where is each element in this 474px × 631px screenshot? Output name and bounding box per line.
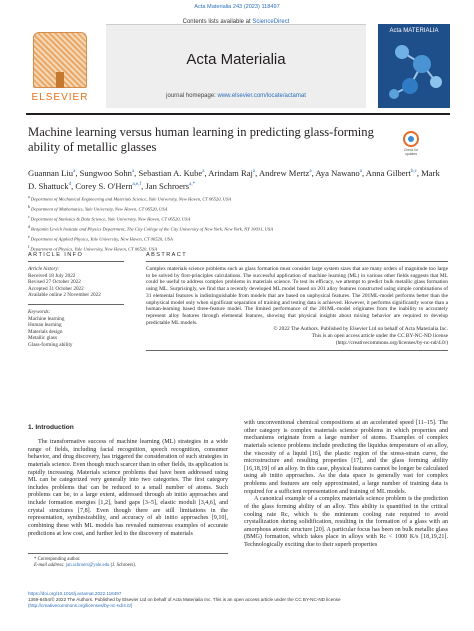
history-revised: Revised 27 October 2022 [28,279,81,286]
affiliation-letter: d [28,223,31,229]
affiliation-item [28,193,448,203]
abstract [146,252,448,351]
check-for-updates-button[interactable] [400,131,422,157]
history-accepted: Accepted 31 October 2022 [28,285,84,292]
affiliation-letter: c [28,213,31,219]
author-affiliation-marker[interactable]: a,e,f [132,182,142,188]
author-list: Guannan Liu$^a$, Sungwoo Sohn$^a$, Sebastian A. Kube$^a$, Arindam Raj$^a$, Andrew Mertz$^a$, Aya Nawano$^a$, Anna Gilbert$^{b,c}$, Mark D. Shattuck$^d$, Corey S. O'Hern$^{a,e,f}$, Jan Schroers$^{a,*}$ [28,167,440,192]
copyright-line: © 2022 The Authors. Published by Elsevier Ltd on behalf of Acta Materialia Inc. [273,326,448,333]
email-prefix: E-mail address: [34,563,66,569]
affiliation-text: Benjamin Levich Institute and Physics Department, The City College of the City University of New York, New York, NY 10031, USA [31,226,274,232]
email-link[interactable]: jan.schroers@yale.edu [65,563,110,569]
author-name-text: Arindam Raj [208,167,253,178]
elsevier-logo[interactable] [26,28,94,108]
author-name-text: Aya Nawano [315,167,360,178]
affiliation-text: Department of Statistics & Data Science, Yale University, New Haven, CT 06520, USA [30,216,191,222]
journal-name: Acta Materialia [186,51,286,68]
author-name[interactable] [75,181,141,191]
author-name-text: Corey S. O'Hern [75,181,133,192]
email-note [28,563,228,569]
article-info [28,252,124,349]
author-name[interactable] [315,168,362,178]
molecule-cover-icon [382,38,446,104]
license-link[interactable]: (http://creativecommons.org/licenses/by-nc-nd/4.0/) [335,339,448,346]
abstract-text: Complex materials science problems such as glass formation must consider large system sizes that are many orders of magnitude too large to be solved by first-principles calculations. The successful application of machine learning (ML) in various other fields suggests that ML could be useful to address complex problems in materials science. To test its efficacy, we attempt to predict bulk metallic glass formation using ML. Surprisingly, we find that a recently developed ML model based on 201 alloy features constructed using simple combinations of 31 elemental features is indistinguishable from models that are based on unphysical features. The 201ML-model performs better than the unphysical model only when significant separation of training and testing data is achieved. However, it performs significantly worse than a human-learning based three-feature model. The limited performance of the 201ML-model originates from the inability to accurately represent alloy features through elemental features, showing that physical insights about mixing behavior are required to develop predictable ML models. [146,266,448,326]
article-footer [28,591,448,608]
author-affiliation-marker[interactable]: b,c [410,169,417,174]
section-heading-introduction: 1. Introduction [28,424,74,431]
author-name[interactable] [366,168,417,178]
author-affiliation-marker[interactable]: a [202,169,205,174]
author-affiliation-marker[interactable]: a [359,169,362,174]
intro-paragraph-2: A canonical example of a complex materials science problem is the prediction of the glass forming ability of an alloy. This ability is quantified in the critical cooling rate Rc, which is the minimum cooling rate required to avoid crystallization during solidification, resulting in the formation of a glass with an amorphous atomic structure [20]. A particular focus has been on bulk metallic glass (BMG) formation, which takes place in alloys with Rc < 1000 K/s [18,19,21]. Technologically exciting due to their superb properties [244,496,448,548]
author-affiliation-marker[interactable]: a [309,169,312,174]
footnotes [28,553,228,569]
publisher-logo-text: ELSEVIER [31,92,89,103]
author-name[interactable] [145,181,195,191]
homepage-link[interactable]: www.elsevier.com/locate/actamat [217,93,306,99]
author-name-text: Sebastian A. Kube [138,167,203,178]
affiliation-item [28,203,448,213]
email-suffix: (J. Schroers). [109,563,137,569]
keyword: Machine learning [28,315,65,322]
check-updates-label: Check for updates [403,148,419,156]
footer-license-link[interactable]: (http://creativecommons.org/licenses/by-nc-nd/4.0/) [28,602,133,608]
journal-cover[interactable] [378,24,450,108]
affiliation-letter: f [28,243,31,249]
homepage-prefix: journal homepage: [166,93,218,99]
tree-trunk-icon [56,72,64,88]
affiliation-letter: b [28,203,31,209]
author-affiliation-marker[interactable]: a [131,169,135,174]
author-name-text: Sungwoo Sohn [79,167,132,178]
keyword: Materials design [28,328,63,335]
intro-paragraph-1: The transformative success of machine learning (ML) strategies in a wide range of fields, including facial recognition, speech recognition, consumer behavior, and drug discovery, has triggered the consideration of such strategies in materials science. Even though much scarcer than in other fields, its application is rapidly increasing. Materials science problems that have been addressed using ML can be categorized very generally into two categories. The first category includes problems that can be reduced to a small number of atoms. Such problems can be, to a large extent, addressed through ab initio approaches and include formation energies [1,2], band gaps [3–5], elastic moduli [3,4,6], and crystal structures [7,8]. Even though there are still limitations in the representation, synthesizability, and accuracy of ab initio approaches [9,10], combining these with ML models has revealed numerous examples of accurate predictions at low cost, and further led to the discovery of materials [28,439,229,537]
keywords-label: Keywords: [28,304,124,316]
cover-title: Acta MATERIALIA [389,28,439,34]
affiliation-list [28,193,448,253]
author-affiliation-marker[interactable]: a [252,169,256,174]
journal-header [26,16,450,110]
author-name-text: Jan Schroers [145,181,190,192]
affiliation-text: Department of Mechanical Engineering and Materials Science, Yale University, New Haven, CT 06520, USA [30,196,232,202]
body-right-column [244,420,448,550]
corresponding-author-note: * Corresponding author. [34,557,81,562]
history-received: Received 18 July 2022 [28,272,76,279]
author-name-text: Andrew Mertz [258,167,310,178]
author-name[interactable] [259,168,312,178]
keyword: Metallic glass [28,335,57,342]
history-available: Available online 2 November 2022 [28,292,101,299]
author-name[interactable] [138,168,204,178]
affiliation-text: Department of Applied Physics, Yale University, New Haven, CT 06520, USA [30,236,173,242]
header-divider [26,113,450,115]
abstract-heading: ABSTRACT [146,252,448,262]
body-left-column [28,424,228,538]
author-name[interactable] [208,168,255,178]
homepage-line [106,93,366,99]
affiliation-item [28,233,448,243]
affiliation-item [28,223,448,233]
keyword: Human learning [28,322,62,329]
keyword: Glass-forming ability [28,341,73,348]
article-info-heading: ARTICLE INFO [28,252,124,262]
affiliation-item [28,213,448,223]
journal-citation[interactable]: Acta Materialia 243 (2023) 118497 [194,4,280,10]
affiliation-letter: e [28,233,31,239]
history-label: Article history: [28,266,60,272]
article-title: Machine learning versus human learning in predicting glass-forming ability of metallic glasses [28,125,374,154]
author-name-text: Mark D. Shattuck [28,167,440,192]
doi-link[interactable]: https://doi.org/10.1016/j.actamat.2022.118497 [28,591,122,596]
journal-banner [106,19,366,108]
author-affiliation-marker[interactable]: d [68,182,72,188]
license-line: This is an open access article under the CC BY-NC-ND license [311,333,448,340]
issn-copyright-line: 1359-6454/© 2022 The Authors. Published by Elsevier Ltd on behalf of Acta Materialia Inc. This is an open access article under the CC BY-NC-ND license [28,596,341,602]
contents-prefix: Contents lists available at [182,19,253,25]
intro-paragraph-1-cont: with unconventional chemical compositions at an accelerated speed [11–15]. The other category is complex materials science problems in which properties and mechanisms originate from a large number of atoms. Examples of complex materials science problems include predicting the liquidus temperature of an alloy, the viscosity of a liquid [16], the plastic region of the stress-strain curve, the microstructure and resulting properties [17], and the glass forming ability [16,18,19] of an alloy. In this case, physical features cannot be longer be calculated using ab initio approaches. As the data space is generally vast for complex problems and features are only approximated, a large number of training data is required for a sufficient representation and training of ML models. [244,420,448,495]
abstract-divider [146,350,448,351]
sciencedirect-link[interactable]: ScienceDirect [252,19,290,25]
affiliation-letter: a [28,194,31,199]
contents-line [106,19,366,25]
author-affiliation-marker[interactable]: a,* [189,182,196,188]
author-affiliation-marker[interactable]: a [73,169,76,174]
author-name[interactable] [80,168,135,178]
author-name[interactable] [28,168,75,178]
affiliation-text: Department of Physics, Yale University, New Haven, CT 06520, USA [30,246,158,252]
author-name-text: Guannan Liu [28,167,74,178]
check-updates-icon [403,131,419,147]
affiliation-text: Department of Mathematics, Yale University, New Haven, CT 06520, USA [31,206,168,212]
author-name-text: Anna Gilbert [365,167,411,178]
